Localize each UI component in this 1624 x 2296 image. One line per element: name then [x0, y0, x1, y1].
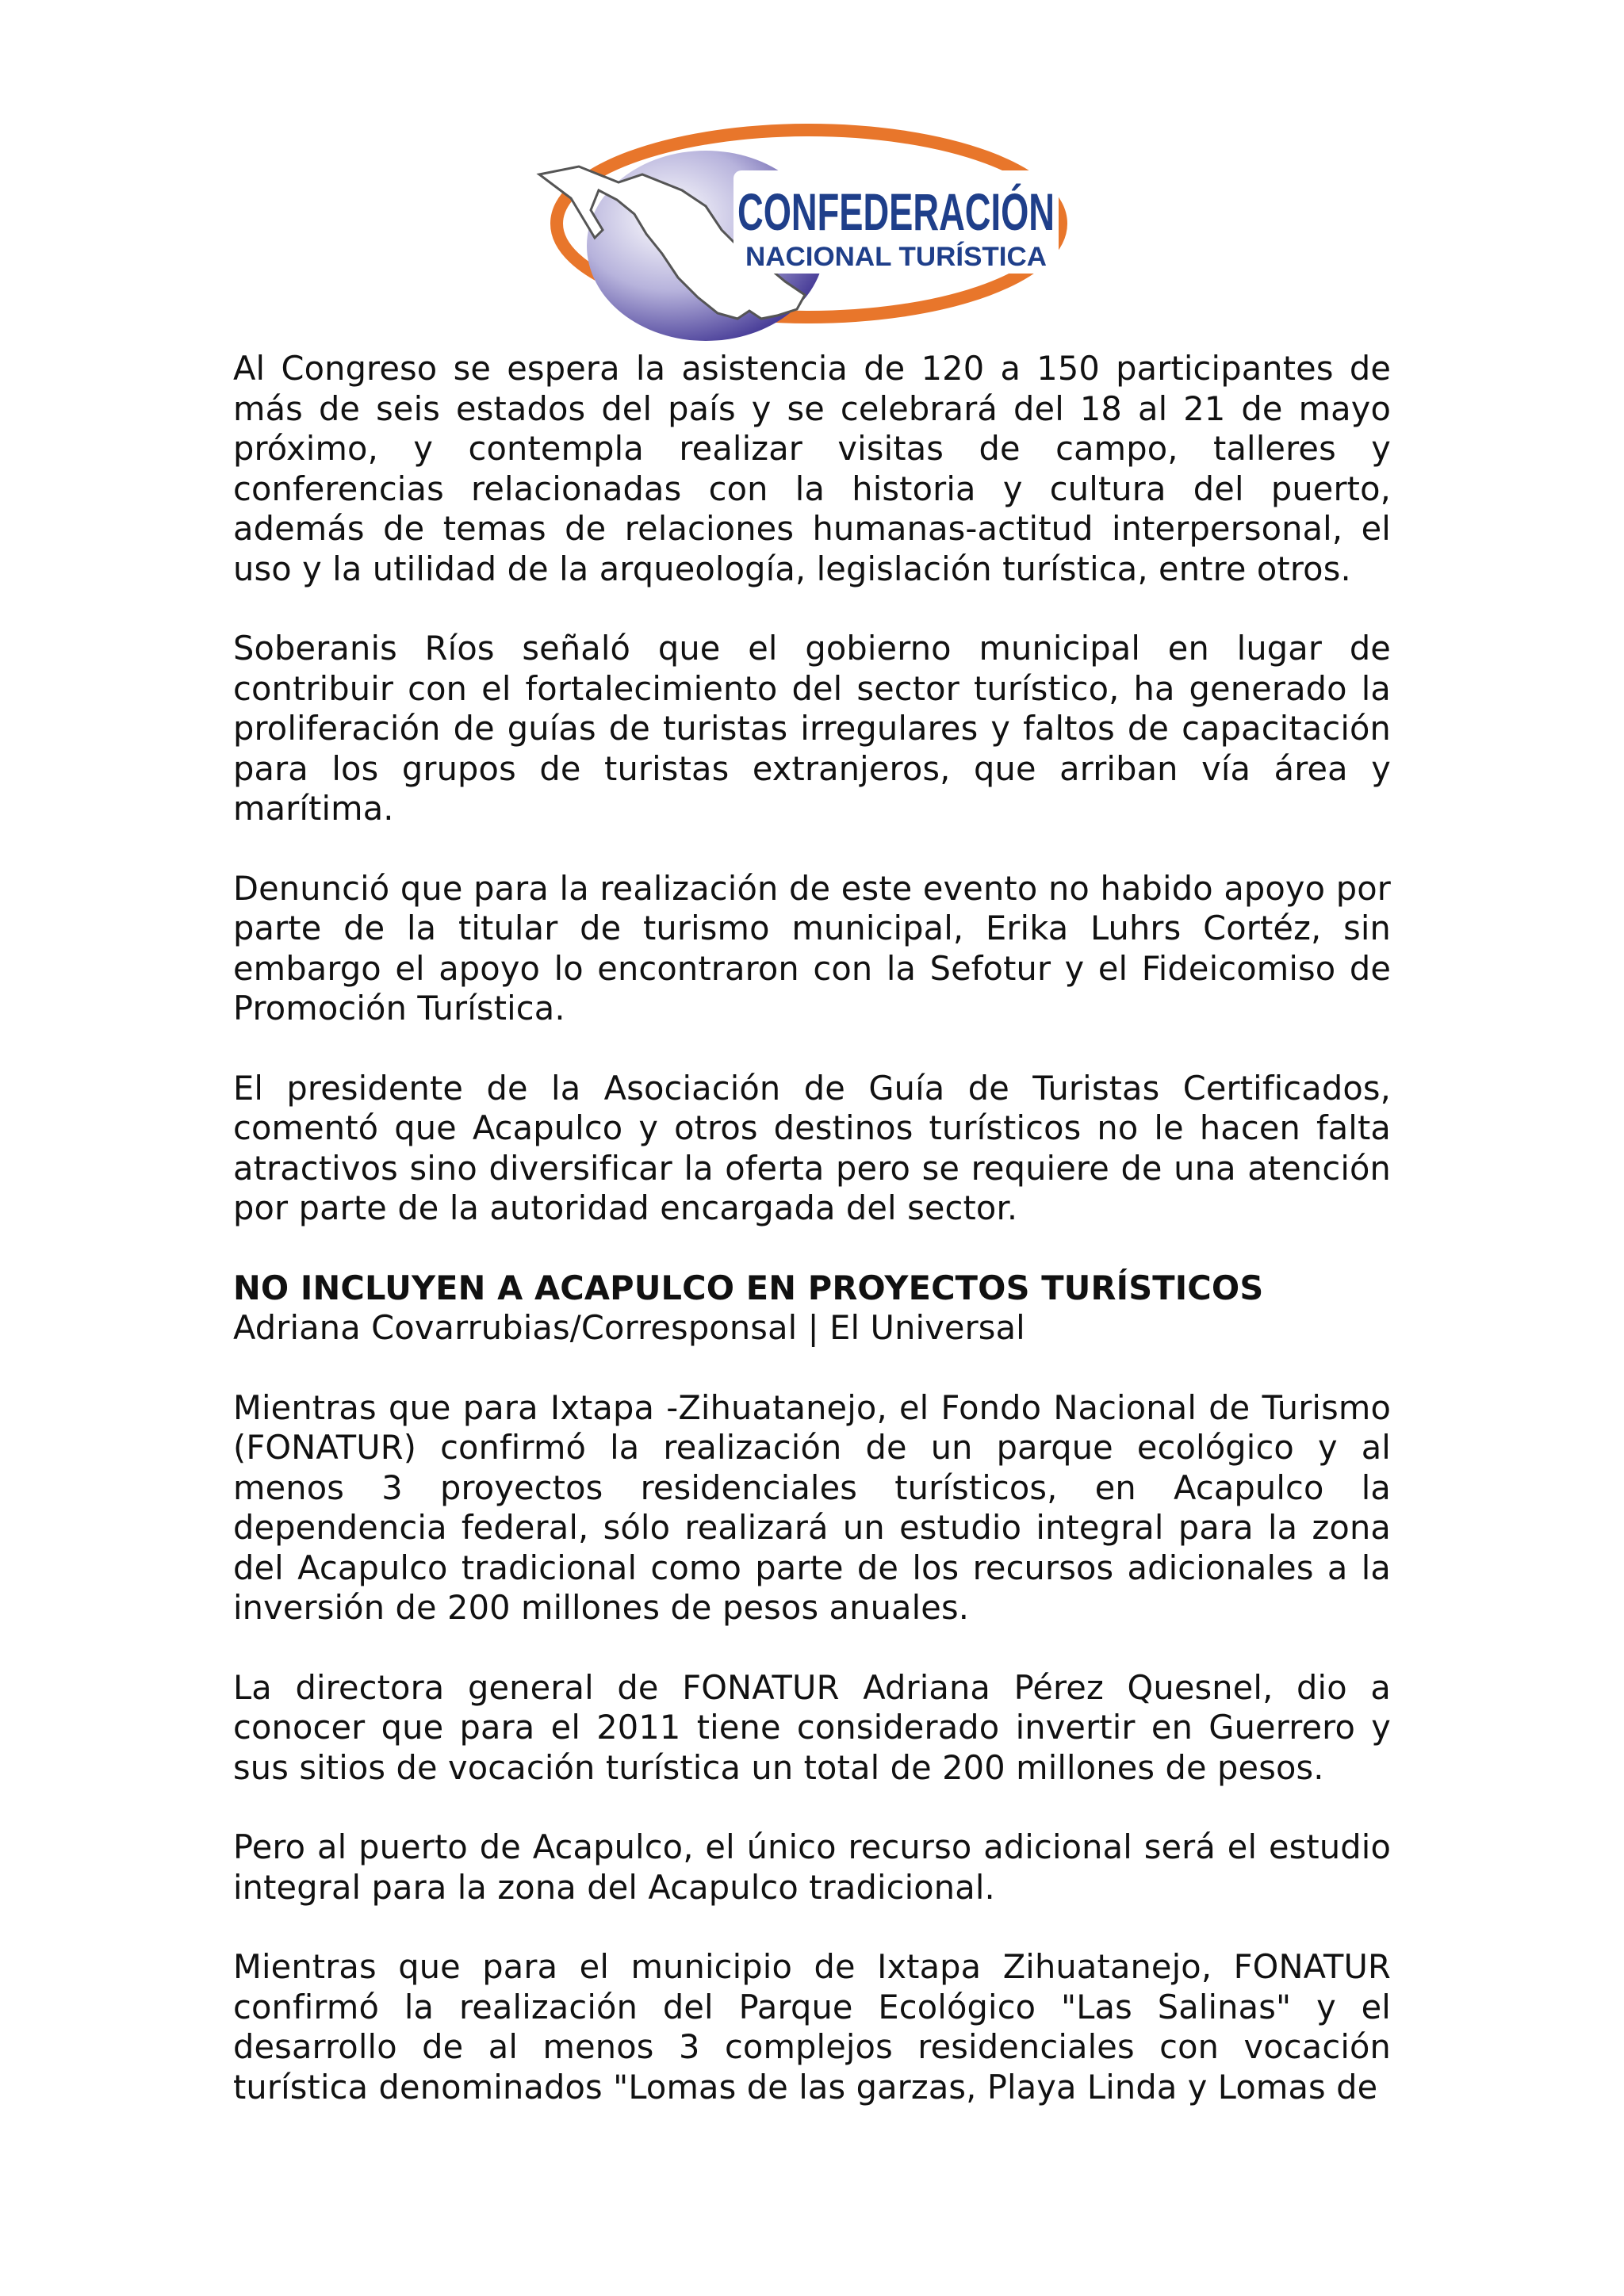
paragraph-presidente: El presidente de la Asociación de Guía de Turistas Certificados, comentó que Acapulco y otros destinos turísticos no le hacen falta atractivos sino diversificar la oferta pero se requiere de una atención por parte de la autoridad encargada del sector. [233, 1068, 1391, 1227]
article-body [233, 349, 1391, 2147]
paragraph-soberanis: Soberanis Ríos señaló que el gobierno municipal en lugar de contribuir con el fortalecimiento del sector turístico, ha generado la proliferación de guías de turistas irregulares y faltos de capacitación para los grupos de turistas extranjeros, que arriban vía área y marítima. [233, 629, 1391, 828]
paragraph-directora: La directora general de FONATUR Adriana Pérez Quesnel, dio a conocer que para el 2011 tiene considerado invertir en Guerrero y sus sitios de vocación turística un total de 200 millones de pesos. [233, 1667, 1391, 1787]
paragraph-denuncio: Denunció que para la realización de este evento no habido apoyo por parte de la titular de turismo municipal, Erika Luhrs Cortéz, sin embargo el apoyo lo encontraron con la Sefotur y el Fideicomiso de Promoción Turística. [233, 868, 1391, 1027]
paragraph-municipio: Mientras que para el municipio de Ixtapa Zihuatanejo, FONATUR confirmó la realización del Parque Ecológico "Las Salinas" y el desarrollo de al menos 3 complejos residenciales con vocación turística denominados "Lomas de las garzas, Playa Linda y Lomas de [233, 1947, 1391, 2107]
paragraph-congreso: Al Congreso se espera la asistencia de 120 a 150 participantes de más de seis estados del país y se celebrará del 18 al 21 de mayo próximo, y contempla realizar visitas de campo, talleres y conferencias relacionadas con la historia y cultura del puerto, además de temas de relaciones humanas-actitud interpersonal, el uso y la utilidad de la arqueología, legislación turística, entre otros. [233, 349, 1391, 588]
article-byline: Adriana Covarrubias/Corresponsal | El Universal [233, 1308, 1025, 1347]
confederacion-logo [523, 111, 1078, 349]
paragraph-puerto: Pero al puerto de Acapulco, el único recurso adicional será el estudio integral para la zona del Acapulco tradicional. [233, 1827, 1391, 1907]
article-headline: NO INCLUYEN A ACAPULCO EN PROYECTOS TURÍSTICOS [233, 1268, 1264, 1307]
logo-line2: NACIONAL TURÍSTICA [745, 242, 1047, 272]
paragraph-ixtapa: Mientras que para Ixtapa -Zihuatanejo, el Fondo Nacional de Turismo (FONATUR) confirmó la realización de un parque ecológico y al menos 3 proyectos residenciales turísticos, en Acapulco la dependencia federal, sólo realizará un estudio integral para la zona del Acapulco tradicional como parte de los recursos adicionales a la inversión de 200 millones de pesos anuales. [233, 1387, 1391, 1627]
logo-line1: CONFEDERACIÓN [737, 182, 1055, 241]
